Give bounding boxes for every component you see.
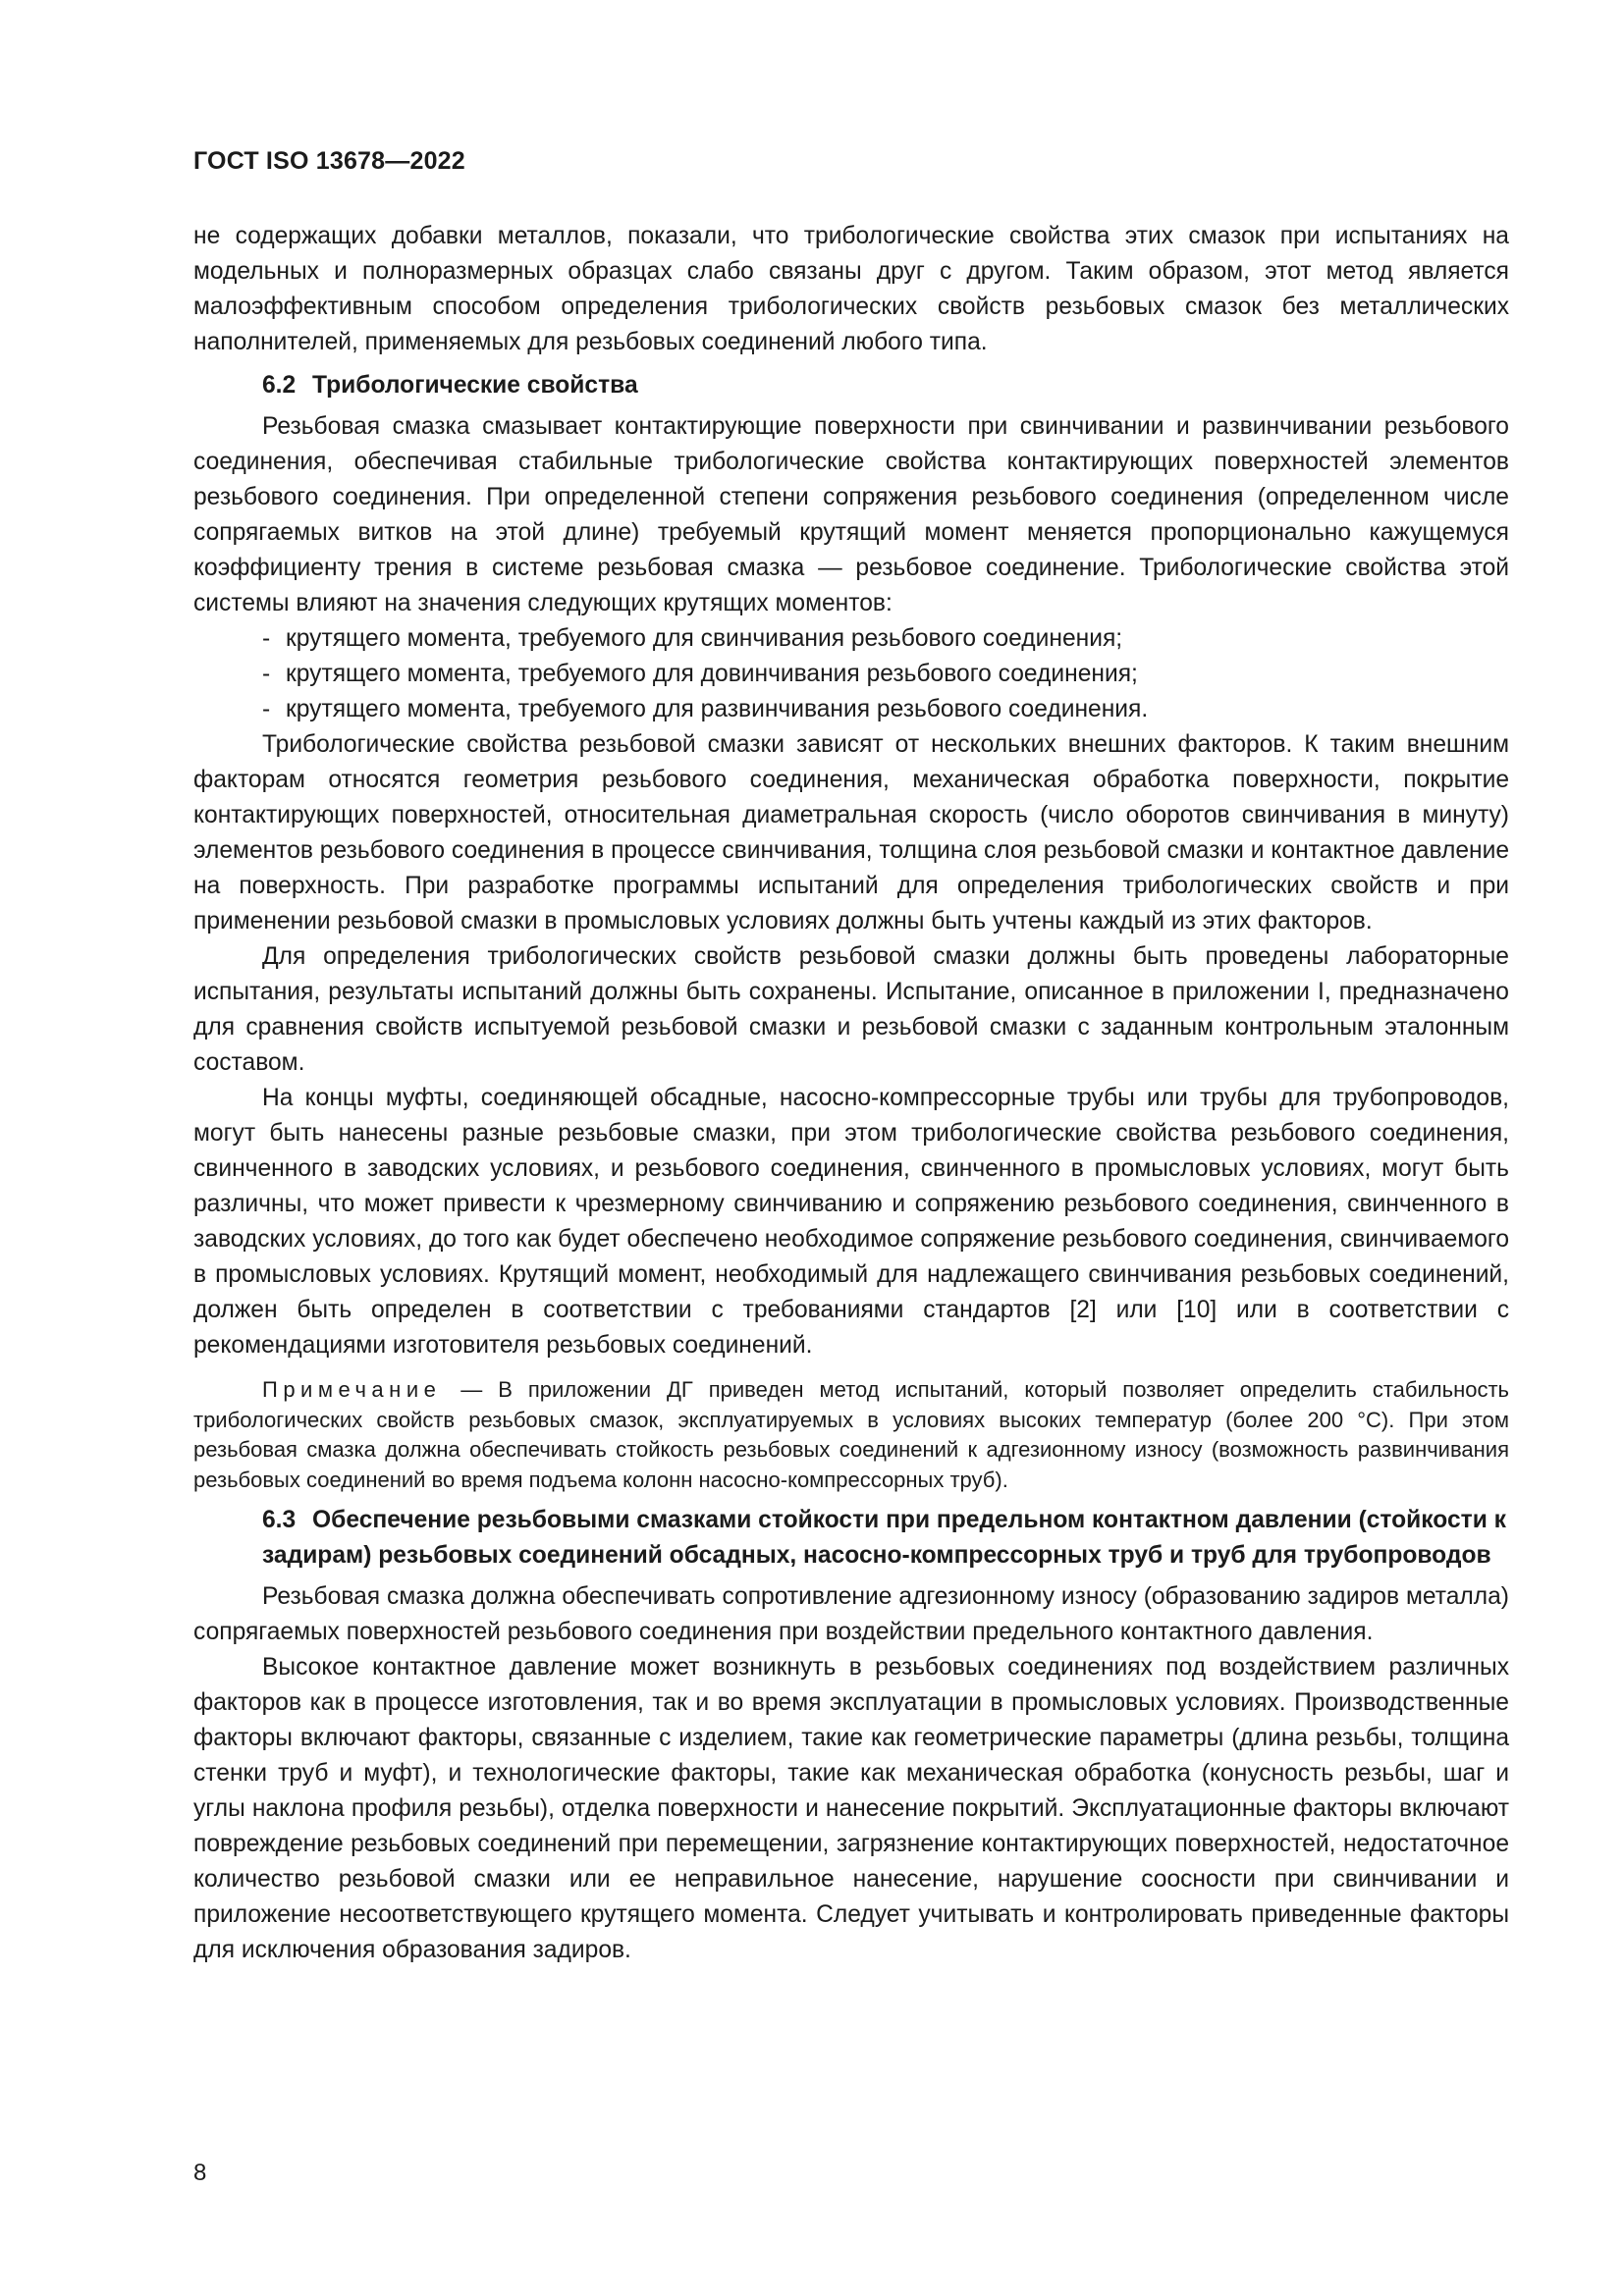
note-paragraph [193, 1375, 1509, 1495]
document-body [193, 219, 1509, 1968]
document-header: ГОСТ ISO 13678—2022 [193, 147, 465, 175]
paragraph: Резьбовая смазка должна обеспечивать сопротивление адгезионному износу (образованию задиров металла) сопрягаемых поверхностей резьбового соединения при воздействии предельного контактного давления. [193, 1583, 1509, 1645]
page-number: 8 [193, 2160, 207, 2186]
paragraph: Резьбовая смазка смазывает контактирующие поверхности при свинчивании и развинчивании резьбового соединения, обеспечивая стабильные трибологические свойства контактирующих поверхностей элементов резьбового соединения. При определенной степени сопряжения резьбового соединения (определенном числе сопрягаемых витков на этой длине) требуемый крутящий момент меняется пропорционально кажущемуся коэффициенту трения в системе резьбовая смазка — резьбовое соединение. Трибологические свойства этой системы влияют на значения следующих крутящих моментов: [193, 413, 1509, 616]
section-title: Обеспечение резьбовыми смазками стойкости при предельном контактном давлении (стойкости к задирам) резьбовых соединений обсадных, насосно-компрессорных труб и труб для трубопроводов [262, 1507, 1506, 1569]
section-number: 6.3 [262, 1507, 297, 1533]
list-item: - крутящего момента, требуемого для развинчивания резьбового соединения. [262, 692, 1509, 727]
paragraph: Трибологические свойства резьбовой смазки зависят от нескольких внешних факторов. К таким внешним факторам относятся геометрия резьбового соединения, механическая обработка поверхности, покрытие контактирующих поверхностей, относительная диаметральная скорость (число оборотов свинчивания в минуту) элементов резьбового соединения в процессе свинчивания, толщина слоя резьбовой смазки и контактное давление на поверхность. При разработке программы испытаний для определения трибологических свойств и при применении резьбовой смазки в промысловых условиях должны быть учтены каждый из этих факторов. [193, 731, 1509, 934]
torque-list [193, 621, 1509, 727]
paragraph: Высокое контактное давление может возникнуть в резьбовых соединениях под воздействием различных факторов как в процессе изготовления, так и во время эксплуатации в промысловых условиях. Производственные факторы включают факторы, связанные с изделием, такие как геометрические параметры (длина резьбы, толщина стенки труб и муфт), и технологические факторы, такие как механическая обработка (конусность резьбы, шаг и углы наклона профиля резьбы), отделка поверхности и нанесение покрытий. Эксплуатационные факторы включают повреждение резьбовых соединений при перемещении, загрязнение контактирующих поверхностей, недостаточное количество резьбовой смазки или ее неправильное нанесение, нарушение соосности при свинчивании и приложение несоответствующего крутящего момента. Следует учитывать и контролировать приведенные факторы для исключения образования задиров. [193, 1654, 1509, 1963]
list-item: - крутящего момента, требуемого для свинчивания резьбового соединения; [262, 621, 1509, 657]
paragraph: На концы муфты, соединяющей обсадные, насосно-компрессорные трубы или трубы для трубопроводов, могут быть нанесены разные резьбовые смазки, при этом трибологические свойства резьбового соединения, свинченного в заводских условиях, и резьбового соединения, свинченного в промысловых условиях, могут быть различны, что может привести к чрезмерному свинчиванию и сопряжению резьбового соединения, свинченного в заводских условиях, до того как будет обеспечено необходимое сопряжение резьбового соединения, свинчиваемого в промысловых условиях. Крутящий момент, необходимый для надлежащего свинчивания резьбовых соединений, должен быть определен в соответствии с требованиями стандартов [2] или [10] или в соответствии с рекомендациями изготовителя резьбовых соединений. [193, 1085, 1509, 1359]
list-item: - крутящего момента, требуемого для довинчивания резьбового соединения; [262, 657, 1509, 692]
section-heading-6-3 [193, 1503, 1509, 1574]
intro-paragraph: не содержащих добавки металлов, показали, что трибологические свойства этих смазок при испытаниях на модельных и полноразмерных образцах слабо связаны друг с другом. Таким образом, этот метод является малоэффективным способом определения трибологических свойств резьбовых смазок без металлических наполнителей, применяемых для резьбовых соединений любого типа. [193, 223, 1509, 355]
note-label: Примечание [262, 1377, 442, 1402]
paragraph: Для определения трибологических свойств резьбовой смазки должны быть проведены лабораторные испытания, результаты испытаний должны быть сохранены. Испытание, описанное в приложении I, предназначено для сравнения свойств испытуемой резьбовой смазки и резьбовой смазки с заданным контрольным эталонным составом. [193, 943, 1509, 1076]
note-text: — В приложении ДГ приведен метод испытаний, который позволяет определить стабильность трибологических свойств резьбовых смазок, эксплуатируемых в условиях высоких температур (более 200 °С). При этом резьбовая смазка должна обеспечивать стойкость резьбовых соединений к адгезионному износу (возможность развинчивания резьбовых соединений во время подъема колонн насосно-компрессорных труб). [193, 1377, 1509, 1492]
section-title: Трибологические свойства [312, 372, 638, 399]
section-heading-6-2 [193, 368, 1509, 403]
section-number: 6.2 [262, 372, 297, 399]
